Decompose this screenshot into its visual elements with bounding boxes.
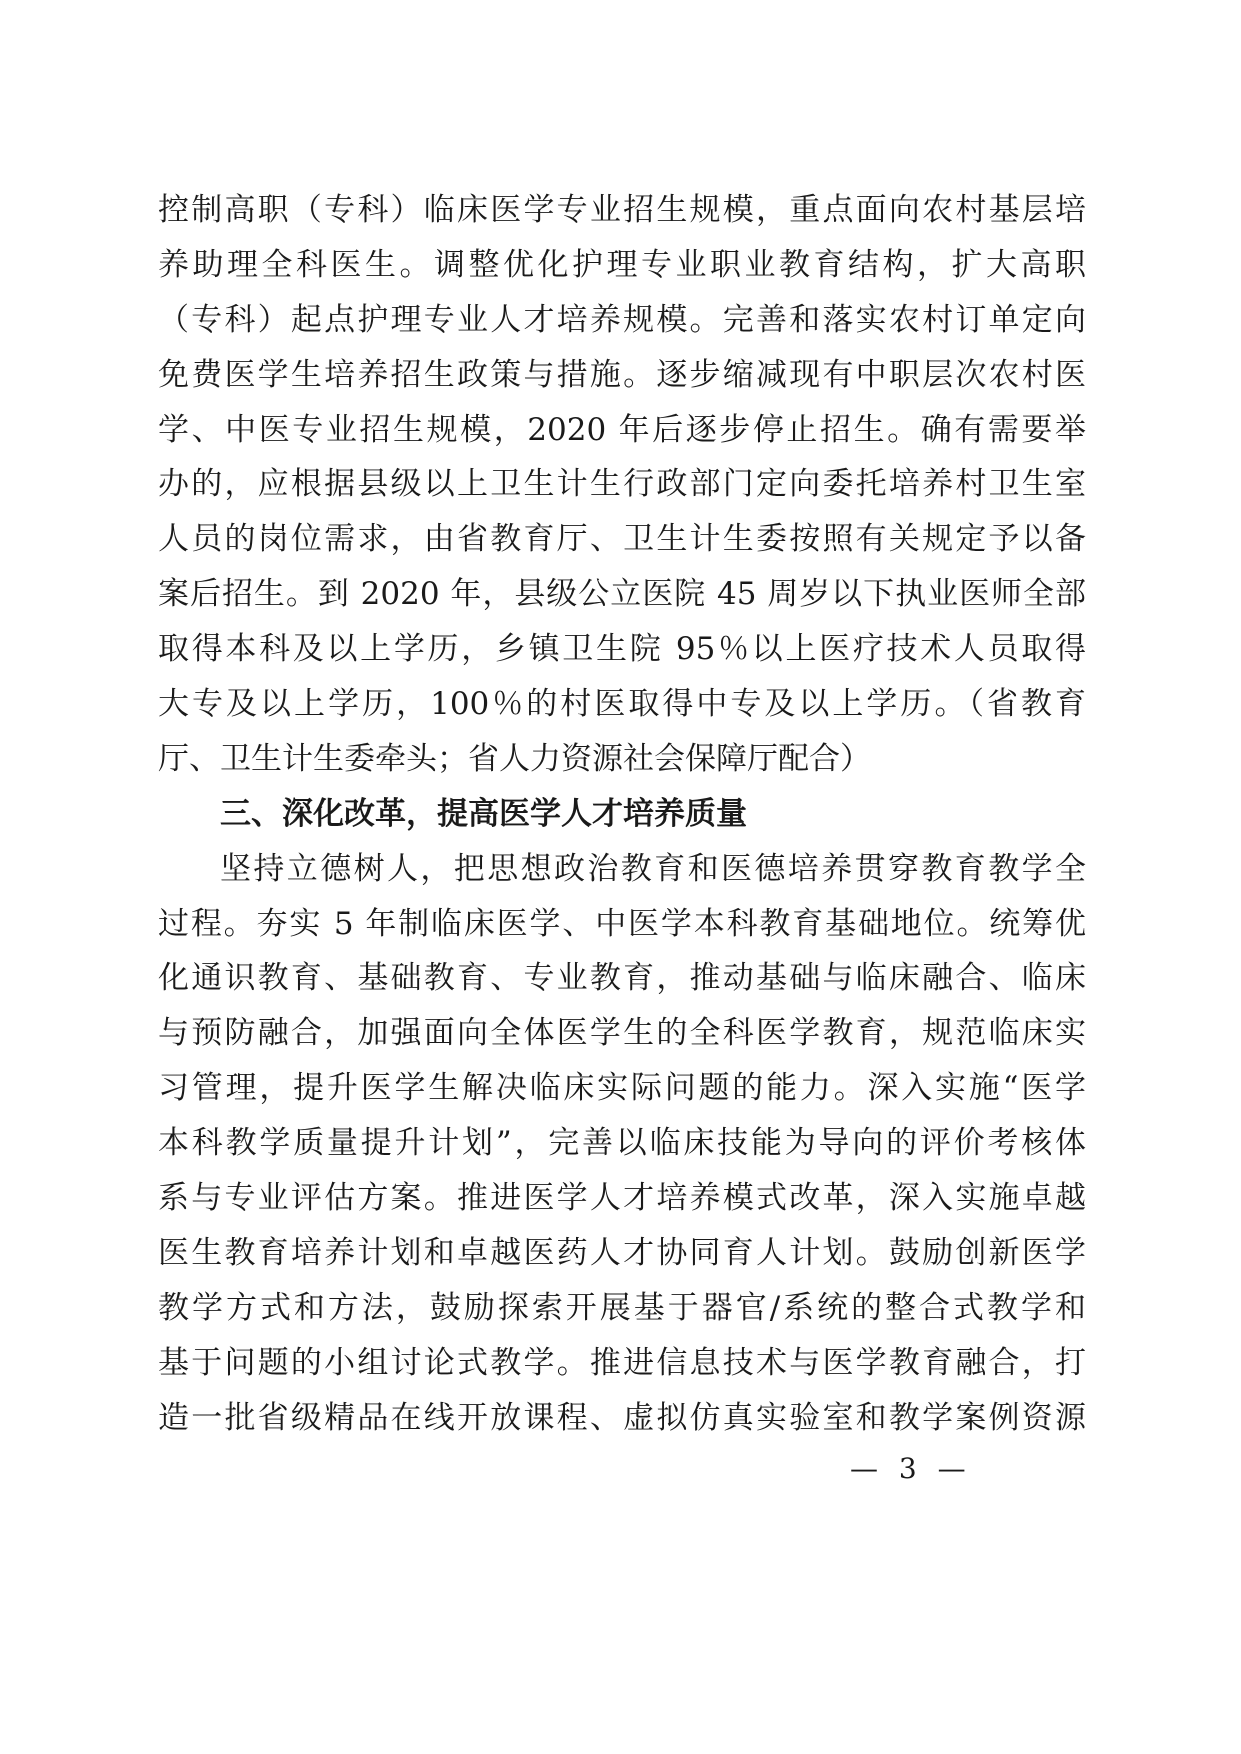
text-line: 办的，应根据县级以上卫生计生行政部门定向委托培养村卫生室 — [158, 466, 1086, 503]
text-line: 造一批省级精品在线开放课程、虚拟仿真实验室和教学案例资源 — [158, 1399, 1086, 1436]
text-line: 免费医学生培养招生政策与措施。逐步缩减现有中职层次农村医 — [158, 356, 1086, 393]
text-line: 本科教学质量提升计划”，完善以临床技能为导向的评价考核体 — [158, 1125, 1086, 1162]
text-line: 医生教育培养计划和卓越医药人才协同育人计划。鼓励创新医学 — [158, 1234, 1086, 1271]
document-body — [158, 183, 1086, 1445]
text-line: 大专及以上学历，100％的村医取得中专及以上学历。（省教育 — [158, 686, 1086, 723]
text-line: 基于问题的小组讨论式教学。推进信息技术与医学教育融合，打 — [158, 1344, 1086, 1381]
text-line: （专科）起点护理专业人才培养规模。完善和落实农村订单定向 — [158, 301, 1086, 338]
text-line: 控制高职（专科）临床医学专业招生规模，重点面向农村基层培 — [158, 192, 1086, 228]
paragraph-1 — [158, 183, 1086, 787]
text-line: 习管理，提升医学生解决临床实际问题的能力。深入实施“医学 — [158, 1070, 1086, 1107]
text-line: 人员的岗位需求，由省教育厅、卫生计生委按照有关规定予以备 — [158, 521, 1086, 558]
page-number: — 3 — — [850, 1452, 972, 1485]
text-line: 案后招生。到 2020 年，县级公立医院 45 周岁以下执业医师全部 — [158, 576, 1086, 613]
text-line: 过程。夯实 5 年制临床医学、中医学本科教育基础地位。统筹优 — [158, 905, 1086, 942]
text-line: 化通识教育、基础教育、专业教育，推动基础与临床融合、临床 — [158, 960, 1086, 997]
text-line: 教学方式和方法，鼓励探索开展基于器官/系统的整合式教学和 — [158, 1289, 1086, 1326]
paragraph-2 — [158, 842, 1086, 1446]
text-line: 取得本科及以上学历，乡镇卫生院 95％以上医疗技术人员取得 — [158, 631, 1086, 668]
section-heading: 三、深化改革，提高医学人才培养质量 — [220, 795, 747, 832]
text-line: 坚持立德树人，把思想政治教育和医德培养贯穿教育教学全 — [220, 850, 1086, 887]
text-line: 养助理全科医生。调整优化护理专业职业教育结构，扩大高职 — [158, 246, 1086, 283]
text-line: 厅、卫生计生委牵头；省人力资源社会保障厅配合） — [158, 740, 871, 777]
text-line: 系与专业评估方案。推进医学人才培养模式改革，深入实施卓越 — [158, 1180, 1086, 1217]
text-line: 学、中医专业招生规模，2020 年后逐步停止招生。确有需要举 — [158, 411, 1086, 448]
text-line: 与预防融合，加强面向全体医学生的全科医学教育，规范临床实 — [158, 1015, 1086, 1052]
